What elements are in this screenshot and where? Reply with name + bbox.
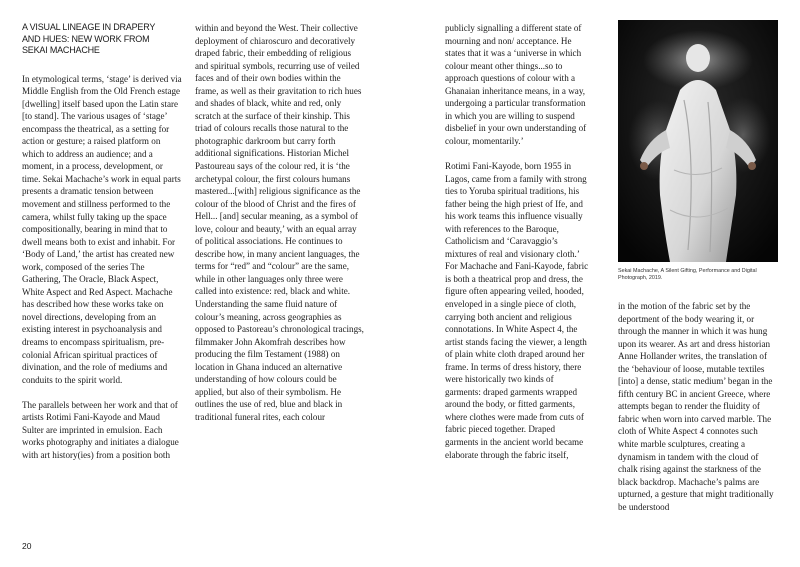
- column-4: [618, 300, 778, 513]
- body-paragraph: in the motion of the fabric set by the deportment of the body wearing it, or through the manner in which it was hung upon its wearer. As art and dress historian Anne Hollander writes, the translation of the ‘behaviour of loose, mutable textiles [into] a dense, static medium’ began in the fifth century BC in ancient Greece, where attempts began to render the fluidity of fabric when worn into carved marble. The cloth of White Aspect 4 connotes such white marble sculptures, creating a dynamism in tandem with the cloud of chalk rising against the starkness of the black backdrop. Machache’s palms are upturned, a gesture that might traditionally be understood: [618, 301, 774, 512]
- column-3: [445, 22, 590, 461]
- body-paragraph: publicly signalling a different state of mourning and non/ acceptance. He states that it was a ‘universe in which colour meant other things...so to approach questions of colour with a Ghanaian inheritance means, in a way, undergoing a particular transformation in which you are willing to suspend disbelief in your own understanding of colour, momentarily.’: [445, 23, 587, 146]
- column-1: [22, 22, 182, 461]
- body-paragraph: In etymological terms, ‘stage’ is derived via Middle English from the Old French estage [dwelling] itself based upon the Latin stare [to stand]. The various usages of ‘stage’ encompass the theatrical, as a setting for action or gesture; a raised platform on which to address an audience; and a moment, in a process, development, or time. Sekai Machache’s work in equal parts presents a dramatic tension between movement and stillness performed to the camera, whilst fully taking up the space compositionally, bearing in mind that to dwell means both to exist and inhabit. For ‘Body of Land,’ the artist has created new work, composed of the series The Gathering, The Oracle, Black Aspect, White Aspect and Red Aspect. Machache has described how these works take on novel directions, developing from an existing interest in psychoanalysis and dreams to encompass spiritualism, pre-colonial African spiritual practices of divination, and the role of mediums and conduits to the spirit world.: [22, 73, 182, 385]
- article-title: [22, 22, 182, 57]
- artwork-photograph: [618, 20, 778, 262]
- title-line: A VISUAL LINEAGE IN DRAPERY: [22, 22, 156, 32]
- draped-figure-image: [618, 20, 778, 262]
- title-line: SEKAI MACHACHE: [22, 45, 100, 55]
- right-page: [400, 0, 800, 567]
- body-paragraph: The parallels between her work and that of artists Rotimi Fani-Kayode and Maud Sulter are imprinted in emulsion. Each works photography and initiates a dialogue with art history(ies) from a position both: [22, 399, 179, 460]
- photo-caption: Sekai Machache, A Silent Gifting, Performance and Digital Photograph, 2019.: [618, 268, 757, 281]
- column-2: [195, 22, 365, 424]
- body-paragraph: within and beyond the West. Their collective deployment of chiaroscuro and decoratively draped fabric, their embedding of religious and spiritual symbols, recurring use of veiled faces and of their own bodies within the frame, as well as their gravitation to rich hues and shades of black, white and red, only scratch at the surface of their kinship. This triad of colours recalls those natural to the photographic darkroom but carry forth additional significations. Historian Michel Pastoureau says of the colour red, it is ‘the archetypal colour, the first colours humans mastered...[with] religious significance as the colour of the blood of Christ and the fires of Hell... [and] secular meaning, as a symbol of love, colour and beauty,’ with an equal array of political associations. He continues to describe how, in many ancient languages, the terms for “red” and “colour” are the same, while in other languages only three were called into existence: red, black and white. Understanding the same fluid nature of colour’s meaning, across geographies as opposed to Pastoreau’s chronological tracings, filmmaker John Akomfrah describes how producing the film Testament (1988) on location in Ghana induced an alternative understanding of how colours could be applied, but also of their symbolism. He outlines the use of red, blue and black in traditional funeral rites, each colour: [195, 23, 364, 422]
- body-paragraph: Rotimi Fani-Kayode, born 1955 in Lagos, came from a family with strong ties to Yoruba spiritual traditions, his father being the high priest of Ife, and his work teams this influence visually with references to the Baroque, Catholicism and ‘Caravaggio’s mixtures of real and visionary cloth.’ For Machache and Fani-Kayode, fabric is both a theatrical prop and dress, the figure often appearing veiled, hooded, enveloped in a single piece of cloth, carrying both ancient and religious connotations. In White Aspect 4, the artist stands facing the viewer, a length of plain white cloth draped around her frame. In terms of dress history, there were historically two kinds of garments: draped garments wrapped around the body, or fitted garments, where clothes were made from cuts of fabric pieced together. Draped garments in the ancient world became elaborate through the fabric itself,: [445, 160, 589, 460]
- title-line: AND HUES: NEW WORK FROM: [22, 33, 150, 44]
- page-number: 20: [22, 541, 32, 551]
